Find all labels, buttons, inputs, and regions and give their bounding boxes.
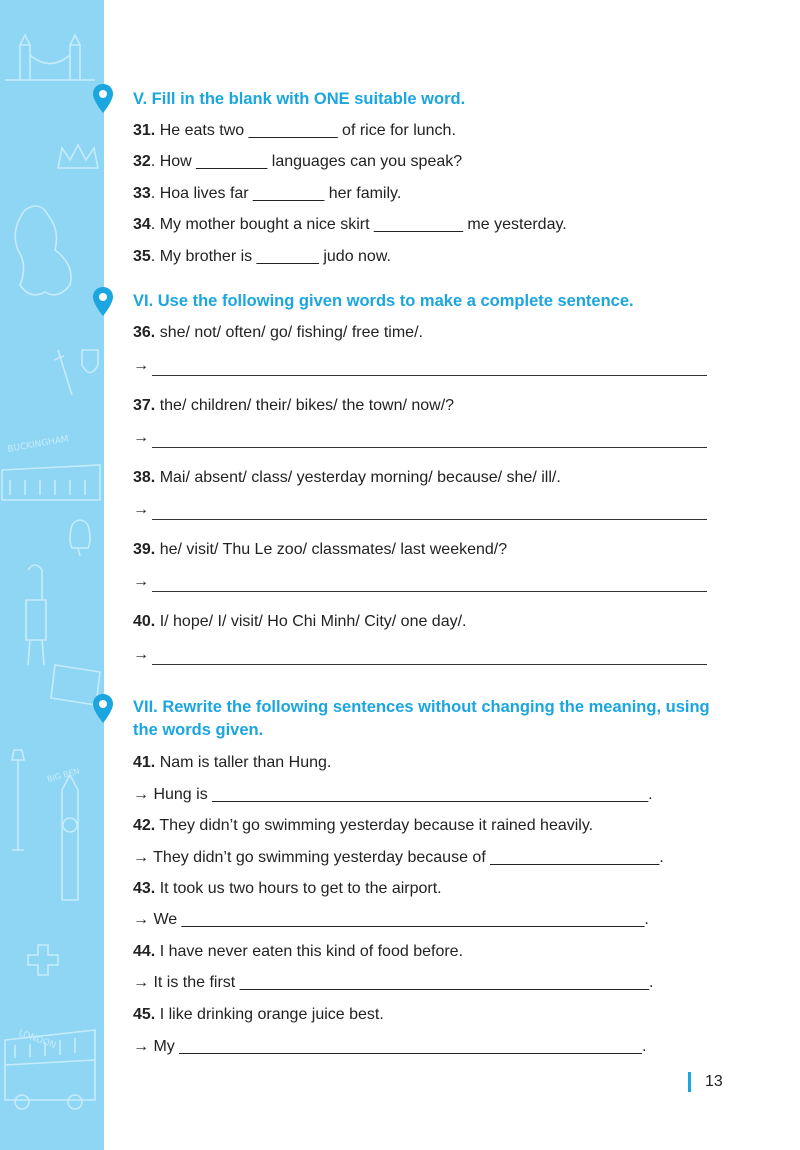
arrow-icon: → — [133, 501, 149, 518]
section-7-heading: VII. Rewrite the following sentences without changing the meaning, using the words given. — [133, 698, 710, 739]
arrow-icon: → — [133, 357, 149, 374]
section-6-heading: VI. Use the following given words to make a complete sentence. — [133, 292, 634, 310]
london-label: LONDON — [16, 1028, 58, 1052]
answer-line-36[interactable] — [133, 356, 707, 376]
answer-line-37[interactable] — [133, 428, 707, 448]
question-42: 42. They didn’t go swimming yesterday because it rained heavily. — [133, 817, 594, 834]
question-31: 31. He eats two __________ of rice for lunch. — [133, 122, 456, 139]
answer-line-38[interactable] — [133, 500, 707, 520]
question-40: 40. I/ hope/ I/ visit/ Ho Chi Minh/ City/ one day/. — [133, 613, 467, 630]
question-44: 44. I have never eaten this kind of food before. — [133, 943, 464, 960]
answer-44[interactable]: → It is the first ______________________________________________. — [133, 974, 654, 991]
arrow-icon: → — [133, 646, 149, 663]
arrow-icon: → — [133, 573, 149, 590]
question-38: 38. Mai/ absent/ class/ yesterday morning/ because/ she/ ill/. — [133, 469, 561, 486]
question-39: 39. he/ visit/ Thu Le zoo/ classmates/ last weekend/? — [133, 541, 508, 558]
question-37: 37. the/ children/ their/ bikes/ the town/ now/? — [133, 397, 455, 414]
question-33: 33. Hoa lives far ________ her family. — [133, 185, 402, 202]
page-number: 13 — [688, 1072, 723, 1092]
location-pin-icon — [92, 286, 114, 318]
question-32: 32. How ________ languages can you speak? — [133, 153, 463, 170]
question-34: 34. My mother bought a nice skirt __________ me yesterday. — [133, 216, 567, 233]
question-41: 41. Nam is taller than Hung. — [133, 754, 332, 771]
location-pin-icon — [92, 83, 114, 115]
answer-41[interactable]: → Hung is _________________________________________________. — [133, 786, 653, 803]
location-pin-icon — [92, 693, 114, 725]
question-36: 36. she/ not/ often/ go/ fishing/ free time/. — [133, 324, 423, 341]
question-45: 45. I like drinking orange juice best. — [133, 1006, 384, 1023]
arrow-icon: → — [133, 429, 149, 446]
answer-43[interactable]: → We ____________________________________________________. — [133, 911, 649, 928]
question-43: 43. It took us two hours to get to the airport. — [133, 880, 442, 897]
answer-line-39[interactable] — [133, 572, 707, 592]
answer-line-40[interactable] — [133, 645, 707, 665]
answer-42[interactable]: → They didn’t go swimming yesterday because of ___________________. — [133, 849, 664, 866]
big-ben-label: BIG BEN — [46, 766, 81, 784]
answer-45[interactable]: → My ____________________________________________________. — [133, 1038, 647, 1055]
section-5-heading: V. Fill in the blank with ONE suitable word. — [133, 90, 466, 108]
buckingham-label: BUCKINGHAM — [6, 434, 70, 455]
question-35: 35. My brother is _______ judo now. — [133, 248, 391, 265]
